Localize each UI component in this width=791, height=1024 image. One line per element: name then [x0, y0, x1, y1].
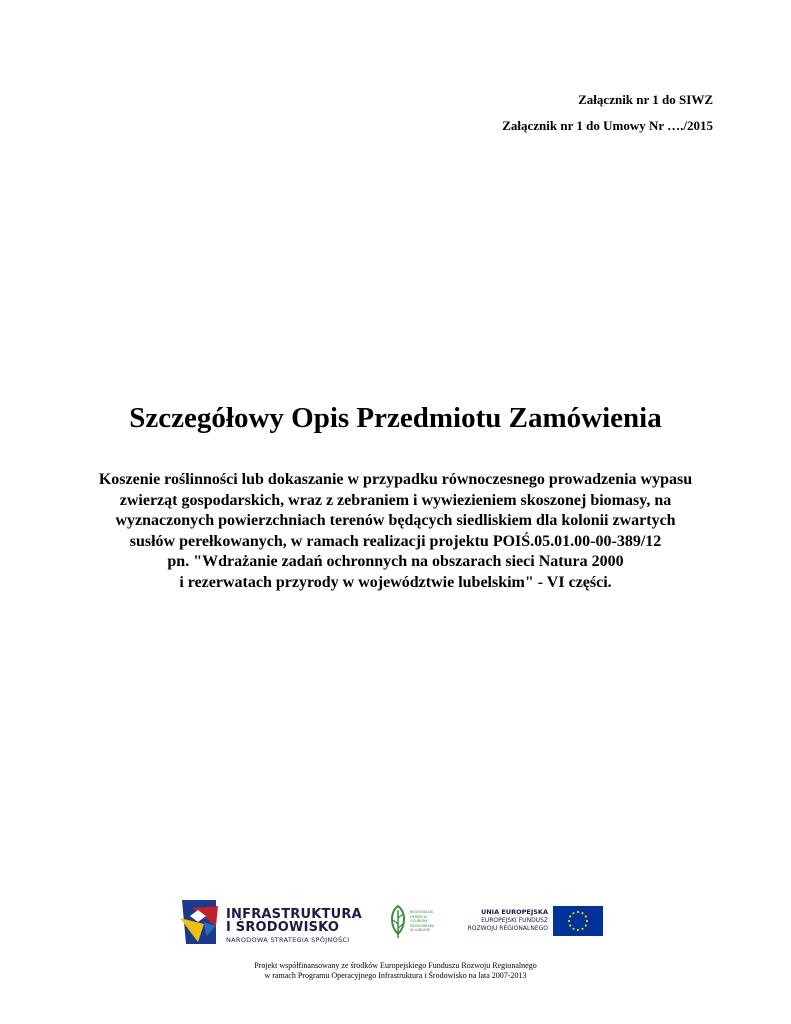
eu-star-icon	[577, 911, 579, 913]
rdos-logo-line: W LUBLINIE	[410, 928, 431, 932]
infrastruktura-logo-line1: INFRASTRUKTURA	[226, 907, 362, 922]
infrastruktura-logo-line3: NARODOWA STRATEGIA SPÓJNOŚCI	[226, 936, 350, 944]
annex-contract-label: Załącznik nr 1 do Umowy Nr …./2015	[502, 118, 713, 133]
eu-star-icon	[585, 915, 587, 917]
subject-line: wyznaczonych powierzchniach terenów będących siedliskiem dla kolonii zwartych	[115, 512, 676, 529]
infrastruktura-star-icon	[176, 896, 222, 948]
subject-description	[60, 470, 731, 593]
subject-line: susłów perełkowanych, w ramach realizacji projektu POIŚ.05.01.00-00-389/12	[129, 532, 662, 550]
footer-line1: Projekt współfinansowany ze środków Europejskiego Funduszu Rozwoju Regionalnego	[254, 961, 537, 970]
eu-flag-icon	[553, 906, 603, 936]
rdos-logo-line: ŚRODOWISKA	[410, 923, 435, 928]
eu-logo-line2: EUROPEJSKI FUNDUSZ	[481, 917, 548, 924]
rdos-logo-line: REGIONALNA	[410, 910, 434, 914]
eu-logo	[460, 906, 610, 938]
infrastruktura-logo-line2: I ŚRODOWISKO	[226, 920, 340, 935]
eu-star-icon	[568, 920, 570, 922]
cofinancing-footer	[0, 961, 791, 981]
rdos-logo-line: DYREKCJA	[410, 914, 428, 919]
eu-star-icon	[585, 924, 587, 926]
leaf-icon	[388, 904, 408, 940]
document-title: Szczegółowy Opis Przedmiotu Zamówienia	[129, 402, 662, 434]
eu-star-icon	[581, 928, 583, 930]
rdos-logo	[388, 904, 448, 944]
infrastruktura-logo	[176, 896, 366, 948]
footer-line2: w ramach Programu Operacyjnego Infrastruktura i Środowisko na lata 2007-2013	[264, 971, 527, 980]
eu-logo-line1: UNIA EUROPEJSKA	[480, 908, 548, 916]
subject-line: i rezerwatach przyrody w województwie lubelskim" - VI części.	[179, 573, 612, 591]
rdos-logo-line: OCHRONY	[410, 919, 428, 923]
eu-star-icon	[569, 915, 571, 917]
eu-logo-line3: ROZWOJU REGIONALNEGO	[467, 924, 548, 932]
eu-star-icon	[569, 924, 571, 926]
subject-line: zwierząt gospodarskich, wraz z zebraniem i wywiezieniem skoszonej biomasy, na	[119, 491, 672, 509]
eu-star-icon	[572, 912, 574, 914]
subject-line: Koszenie roślinności lub dokaszanie w przypadku równoczesnego prowadzenia wypasu	[98, 471, 693, 488]
eu-star-icon	[586, 920, 588, 922]
annex-siwz-label: Załącznik nr 1 do SIWZ	[578, 92, 713, 107]
eu-star-icon	[572, 928, 574, 930]
logo-bar	[0, 894, 791, 954]
eu-star-icon	[577, 929, 579, 931]
eu-star-icon	[581, 912, 583, 914]
subject-line: pn. "Wdrażanie zadań ochronnych na obszarach sieci Natura 2000	[167, 553, 624, 570]
